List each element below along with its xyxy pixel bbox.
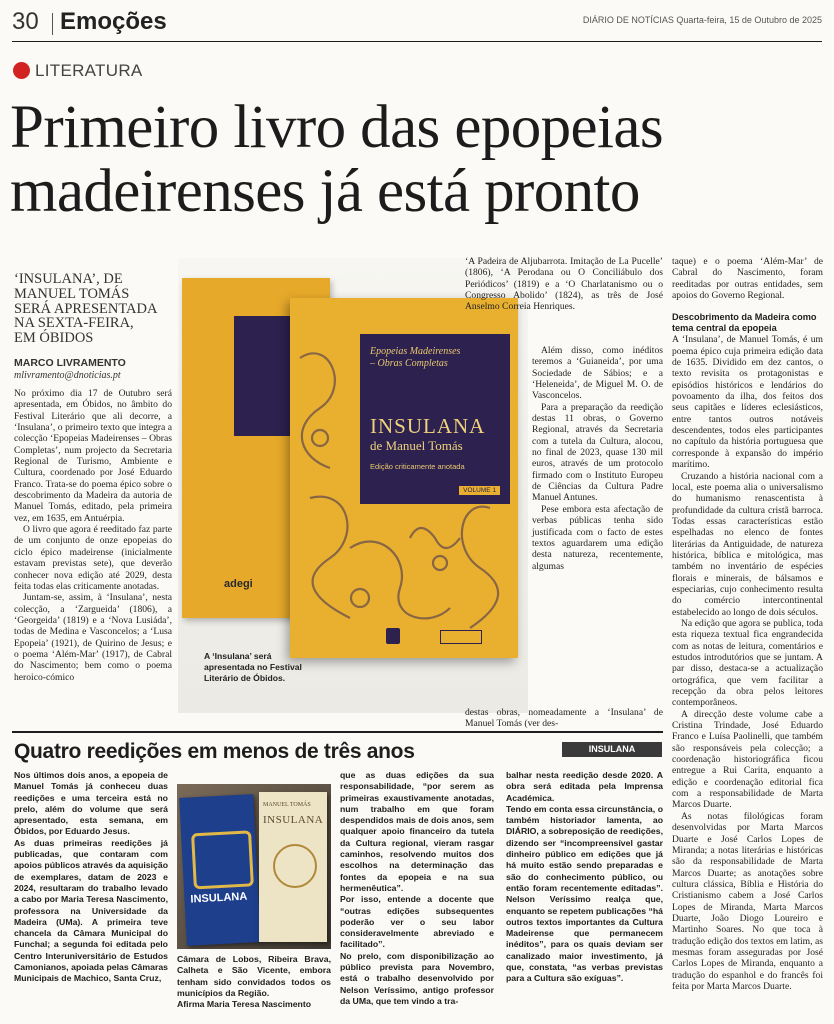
book-front-cover: [290, 298, 518, 658]
box-paragraph: No prelo, com disponibilização ao público prevista para Novembro, está o trabalho desenvolvido por Nelson Veríssimo, antigo professor da UMa, que tem vindo a tra-: [340, 950, 494, 1006]
article-column-middle-top: [465, 256, 663, 313]
subhead-line-2: MANUEL TOMÁS: [14, 285, 130, 302]
box-paragraph: As duas primeiras reedições já publicadas, que contaram com apoios públicos através da aquisição de exemplares, datam de 2023 e 2024, resultaram do trabalho levado a cabo por Maria Teresa Nascimento, professora na Universidade da Madeira (UMa). A primeira teve chancela da Câmara Municipal do Funchal; a segunda foi editada pelo Centro Interuniversitário de Estudos Camonianos, apoiada pelas Câmaras Municipais de Machico, Santa Cruz,: [14, 837, 169, 984]
subhead: [14, 272, 174, 346]
box-tag: INSULANA: [562, 742, 662, 757]
photo2-ornament-icon: [191, 830, 254, 889]
box-column-1: [14, 770, 168, 985]
article-paragraph: A ‘Insulana’, de Manuel Tomás, é um poema épico cuja primeira edição data de 1635. Dividido em dez cantos, o texto revisita os protagonistas e episódios históricos e lendários do povoamento da ilha, dos feitos dos seus capitães e líderes eclesiásticos, entre tantos outros notáveis descendentes, todos eles participantes no capítulo da história portuguesa que corresponde à expansão do império marítimo.: [672, 334, 823, 471]
headline: [10, 96, 825, 224]
headline-line-2: madeirenses já está pronto: [10, 158, 640, 225]
article-paragraph: Cruzando a história nacional com a local, este poema alia o universalismo do humanismo renascentista à profundidade da cultura cristã barroca. Todas essas características estão espelhadas no elenco de fontes literárias da Antiguidade, de natureza histórica, bíblica e mitológica, mas também no inventário de espécies florais e minerais, de bálsamos e especiarias, cujo conhecimento resulta do comércio intercontinental estabelecido ao longo de dois séculos.: [672, 470, 823, 618]
book-author: de Manuel Tomás: [370, 438, 463, 453]
box-column-3: [340, 770, 494, 1007]
book-title: INSULANA: [370, 414, 486, 438]
article-paragraph: Para a preparação da reedição destas 11 obras, o Governo Regional, através da Secretaria com a tutela da Cultura, alocou, no final de 2023, quase 130 mil euros, através de um protocolo firmado com o Instituto Europeu de Ciências da Cultura Padre Manuel Antunes.: [532, 401, 663, 504]
box-photo: [177, 784, 331, 949]
subhead-line-3: SERÁ APRESENTADA: [14, 300, 158, 317]
section-title: Emoções: [60, 8, 167, 35]
photo2-book-title: INSULANA: [190, 890, 248, 906]
photo2-book-author: MANUEL TOMÁS: [263, 802, 311, 808]
box-paragraph: Câmara de Lobos, Ribeira Brava, Calheta e São Vicente, embora tenham sido convidados todos os municípios da Região.: [177, 954, 331, 998]
book-series-line-2: – Obras Completas: [370, 358, 448, 369]
article-paragraph: Na edição que agora se publica, toda esta riqueza textual fica engrandecida com as notas de leitura, comentários e estudos introdutórios que se juntam. A par disso, destaca-se a actualização ortográfica, que vem facilitar a recepção da obra pelos leitores contemporâneos.: [672, 617, 823, 709]
book-series-line-1: Epopeias Madeirenses: [370, 346, 461, 357]
article-paragraph: A direcção deste volume cabe a Cristina Trindade, José Eduardo Franco e Luísa Paolinelli, que também são responsáveis pela colecção; a coordenação historiográfica ficou entregue a Rui Carita, enquanto a edição e coordenação editorial fica com a responsabilidade de Marta Marcos Duarte.: [672, 708, 823, 811]
article-paragraph: As notas filológicas foram desenvolvidas por Marta Marcos Duarte e José Carlos Lopes de Miranda; a notas literárias e históricas são da responsabilidade de Marta Marcos Duarte; as anotações sobre cultura clássica, Bíblia e História do Cristianismo cabem a José Carlos Lopes de Miranda, Marta Marcos Duarte, João Diogo Loureiro e Martinho Soares. No que toca à tradução edição dos textos em latim, as mesmas foram asseguradas por José Carlos Lopes de Miranda, enquanto a tradução do espanhol e do francês foi feita por Marta Marcos Duarte.: [672, 810, 823, 992]
article-column-left: [14, 388, 172, 683]
box-title: Quatro reedições em menos de três anos: [14, 740, 415, 763]
issue-date: Quarta-feira, 15 de Outubro de 2025: [676, 15, 822, 25]
box-paragraph: Afirma Maria Teresa Nascimento: [177, 999, 312, 1010]
photo-caption-line-2: apresentada no Festival: [204, 662, 302, 672]
article-paragraph: ‘A Padeira de Aljubarrota. Imitação de La Pucelle’ (1806), ‘A Perodana ou O Conciliábulo dos Periódicos’ (1819) e a ‘O Charlatanismo ou o Congresso Abolido’ (1824), as três de José Anselmo Correia Henriques.: [465, 256, 663, 313]
photo2-book-title: INSULANA: [263, 814, 324, 826]
photo-caption: [204, 651, 344, 684]
kicker: LITERATURA: [35, 61, 143, 80]
photo2-emblem-icon: [273, 844, 317, 888]
article-paragraph: taque) e o poema ‘Além-Mar’ de Cabral do Nascimento, foram reeditadas por outras entidades, sem apoios do Governo Regional.: [672, 256, 823, 302]
masthead-line: [583, 15, 822, 25]
byline-email[interactable]: mlivramento@dnoticias.pt: [14, 370, 121, 381]
box-paragraph: Por isso, entende a docente que “outras edições subsequentes poderão ver o seu labor consideravelmente abreviado e facilitado”.: [340, 894, 494, 950]
article-photo: [178, 258, 528, 713]
article-paragraph: O livro que agora é reeditado faz parte de um conjunto de onze epopeias do ciclo épico madeirense (inicialmente estavam previstas sete), que deverão conhecer nova edição até 2029, desta feita todas elas criticamente anotadas.: [14, 524, 172, 592]
article-paragraph: destas obras, nomeadamente a ‘Insulana’ de Manuel Tomás (ver des-: [465, 707, 663, 730]
publisher-badge-icon: [440, 630, 482, 644]
box-paragraph: Nos últimos dois anos, a epopeia de Manuel Tomás já conheceu duas reedições e uma terceira está no prelo, além do volume que será apresentado, esta semana, em Óbidos, por Eduardo Jesus.: [14, 770, 168, 837]
page-number-divider: [52, 13, 53, 35]
book-series: [370, 346, 460, 370]
publisher-badge-icon: [386, 628, 400, 644]
article-paragraph: Pese embora esta afectação de verbas públicas tenha sido justificada com o facto de estes textos aguardarem uma edição desta natureza, recentemente, algumas: [532, 503, 663, 572]
subhead-line-5: EM ÓBIDOS: [14, 330, 94, 347]
box-top-rule: [12, 731, 663, 733]
box-column-2: [177, 954, 331, 1010]
byline-author: MARCO LIVRAMENTO: [14, 357, 126, 369]
photo-caption-line-1: A ‘Insulana’ será: [204, 651, 272, 661]
article-paragraph: Juntam-se, assim, à ‘Insulana’, nesta colecção, a ‘Zargueida’ (1806), a ‘Georgeida’ (1819) e a ‘Nova Lusiáda’, todas de Medina e Vasconcelos; a ‘Lusa Epopeia’ (1921), de Quirino de Jesus; e o poema ‘Além-Mar’ (1917), de Cabral do Nascimento; bem como o poema heroico-cómico: [14, 592, 172, 683]
article-paragraph: Além disso, como inéditos teremos a ‘Guianeida’, por uma Sociedade de Sábios; e a ‘Heleneida’, de Miguel M. O. de Vasconcelos.: [532, 345, 663, 402]
header-rule: [12, 41, 822, 42]
photo-caption-line-3: Literário de Óbidos.: [204, 673, 286, 683]
box-paragraph: que as duas edições da sua responsabilidade, “por serem as primeiras exaustivamente anotadas, num trabalho em que foram despendidos mais de dois anos, sem qualquer apoio financeiro da tutela da Cultura regional, vieram rasgar caminhos, resolvendo muitos dos escolhos na determinação das fontes da epopeia e na sua hermenêutica”.: [340, 770, 494, 893]
book-title-panel: [360, 334, 510, 504]
article-subheading: Descobrimento da Madeira como tema central da epopeia: [672, 312, 817, 334]
kicker-dot-icon: [13, 62, 30, 79]
box-paragraph: Tendo em conta essa circunstância, o também historiador lamenta, ao DIÁRIO, a sobreposição de reedições, dizendo ser “incompreensível gastar dinheiro público em edições que já há muito estão sendo preparadas e são do conhecimento público, ou então foram recentemente editadas”. Nelson Veríssimo realça que, enquanto se repetem publicações “há outros textos importantes da Cultura Madeirense que permanecem inéditos”, para os quais deviam ser canalizado maior investimento, já que, constata, “as verbas previstas para a Cultura são exíguas”.: [506, 803, 663, 984]
book-volume: VOLUME 1: [459, 486, 500, 495]
photo2-blue-book: [179, 794, 261, 946]
book-edition: Edição criticamente anotada: [370, 462, 465, 471]
box-column-4: [506, 770, 663, 985]
article-column-middle-bottom: [465, 707, 663, 730]
article-column-middle: [532, 345, 663, 572]
article-paragraph: No próximo dia 17 de Outubro será apresentada, em Óbidos, no âmbito do Festival Literário que ali decorre, a ‘Insulana’, o primeiro texto que integra a colecção ‘Epopeias Madeirenses – Obras Completas’, num projecto da Secretaria Regional de Turismo, Ambiente e Cultura, coordenado por José Eduardo Franco. Trata-se do poema épico sobre o descobrimento da Madeira da autoria de Manuel Tomás, editado, pela primeira vez, em 1635, em Antuérpia.: [14, 388, 172, 524]
subhead-line-1: ‘INSULANA’, DE: [14, 271, 123, 287]
photo2-cream-book: [259, 792, 327, 942]
article-column-right: [672, 256, 823, 992]
subhead-line-4: NA SEXTA-FEIRA,: [14, 315, 134, 332]
headline-line-1: Primeiro livro das epopeias: [10, 94, 663, 161]
page-number: 30: [12, 8, 39, 35]
publisher-logo: adegi: [224, 578, 253, 590]
box-paragraph: balhar nesta reedição desde 2020. A obra será editada pela Imprensa Académica.: [506, 770, 663, 803]
publication-name: DIÁRIO DE NOTÍCIAS: [582, 15, 674, 25]
